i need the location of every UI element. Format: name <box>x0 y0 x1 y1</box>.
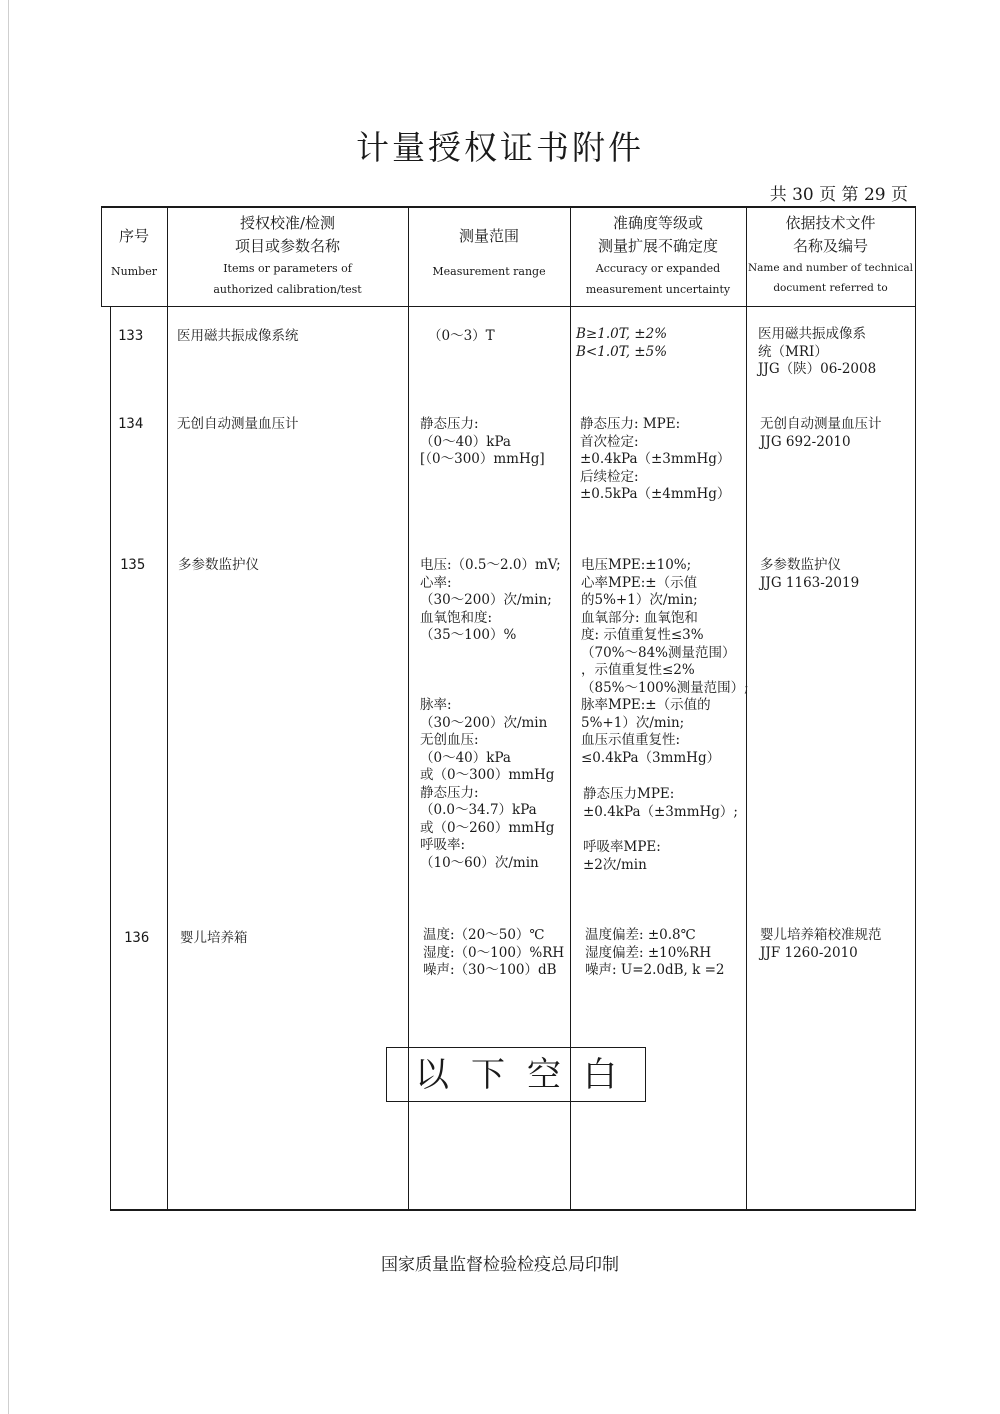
header-item: 授权校准/检测 项目或参数名称 Items or parameters of authorized calibration/test <box>213 214 362 297</box>
item-name: 多参数监护仪 <box>178 557 259 573</box>
header-range: 测量范围 Measurement range <box>432 227 546 278</box>
row-number: 134 <box>118 416 144 432</box>
header-accuracy: 准确度等级或 测量扩展不确定度 Accuracy or expanded measurement uncertainty <box>585 214 731 297</box>
item-name: 婴儿培养箱 <box>180 930 248 946</box>
accuracy: 静态压力: MPE: 首次检定: ±0.4kPa（±3mmHg） 后续检定: ±0.5kPa（±4mmHg） <box>580 416 731 502</box>
scan-edge-line <box>8 0 9 1414</box>
measurement-range-part-2: 脉率: （30～200）次/min 无创血压: （0～40）kPa 或（0～300）mmHg 静态压力: （0.0～34.7）kPa 或（0～260）mmHg 呼吸率: （10～60）次/min <box>420 697 555 871</box>
measurement-range-part-1: 电压:（0.5～2.0）mV; 心率: （30～200）次/min; 血氧饱和度: （35～100）% <box>420 557 561 643</box>
measurement-range: 静态压力: （0～40）kPa [（0～300）mmHg] <box>420 416 545 467</box>
document-title: 计量授权证书附件 <box>356 128 644 167</box>
item-name: 无创自动测量血压计 <box>177 416 299 432</box>
blank-remainder-stamp: 以下空白 <box>386 1047 646 1102</box>
accuracy-part-2: 静态压力MPE: ±0.4kPa（±3mmHg）; <box>583 786 738 820</box>
accuracy-part-3: 呼吸率MPE: ±2次/min <box>583 839 661 873</box>
technical-basis: 医用磁共振成像系 统（MRI） JJG（陕）06-2008 <box>758 326 877 377</box>
item-name: 医用磁共振成像系统 <box>177 328 299 344</box>
accuracy: 温度偏差: ±0.8℃ 湿度偏差: ±10%RH 噪声: U=2.0dB, k =2 <box>585 927 725 978</box>
technical-basis: 婴儿培养箱校准规范 JJF 1260-2010 <box>760 927 882 961</box>
accuracy: B≥1.0T, ±2% B<1.0T, ±5% <box>576 326 668 360</box>
header-number: 序号 Number <box>111 227 157 278</box>
row-number: 135 <box>120 557 146 573</box>
header-basis: 依据技术文件 名称及编号 Name and number of technical document referred to <box>747 214 914 295</box>
page-count: 共 30 页 第 29 页 <box>769 185 908 205</box>
technical-basis: 多参数监护仪 JJG 1163-2019 <box>760 557 860 591</box>
technical-basis: 无创自动测量血压计 JJG 692-2010 <box>760 416 882 450</box>
measurement-range: （0～3）T <box>428 328 495 344</box>
printer-footer: 国家质量监督检验检疫总局印制 <box>381 1255 619 1275</box>
row-number: 136 <box>124 930 150 946</box>
accuracy-part-1: 电压MPE:±10%; 心率MPE:±（示值 的5%+1）次/min; 血氧部分: 血氧饱和 度: 示值重复性≤3% （70%～84%测量范围） ，示值重复性≤2% （85%～100%测量范围）; 脉率MPE:±（示值的 5%+1）次/min; 血压示值重复性: ≤0.4kPa（3mmHg） <box>581 557 749 766</box>
row-number: 133 <box>118 328 144 344</box>
measurement-range: 温度:（20～50）℃ 湿度:（0～100）%RH 噪声:（30～100）dB <box>423 927 565 978</box>
